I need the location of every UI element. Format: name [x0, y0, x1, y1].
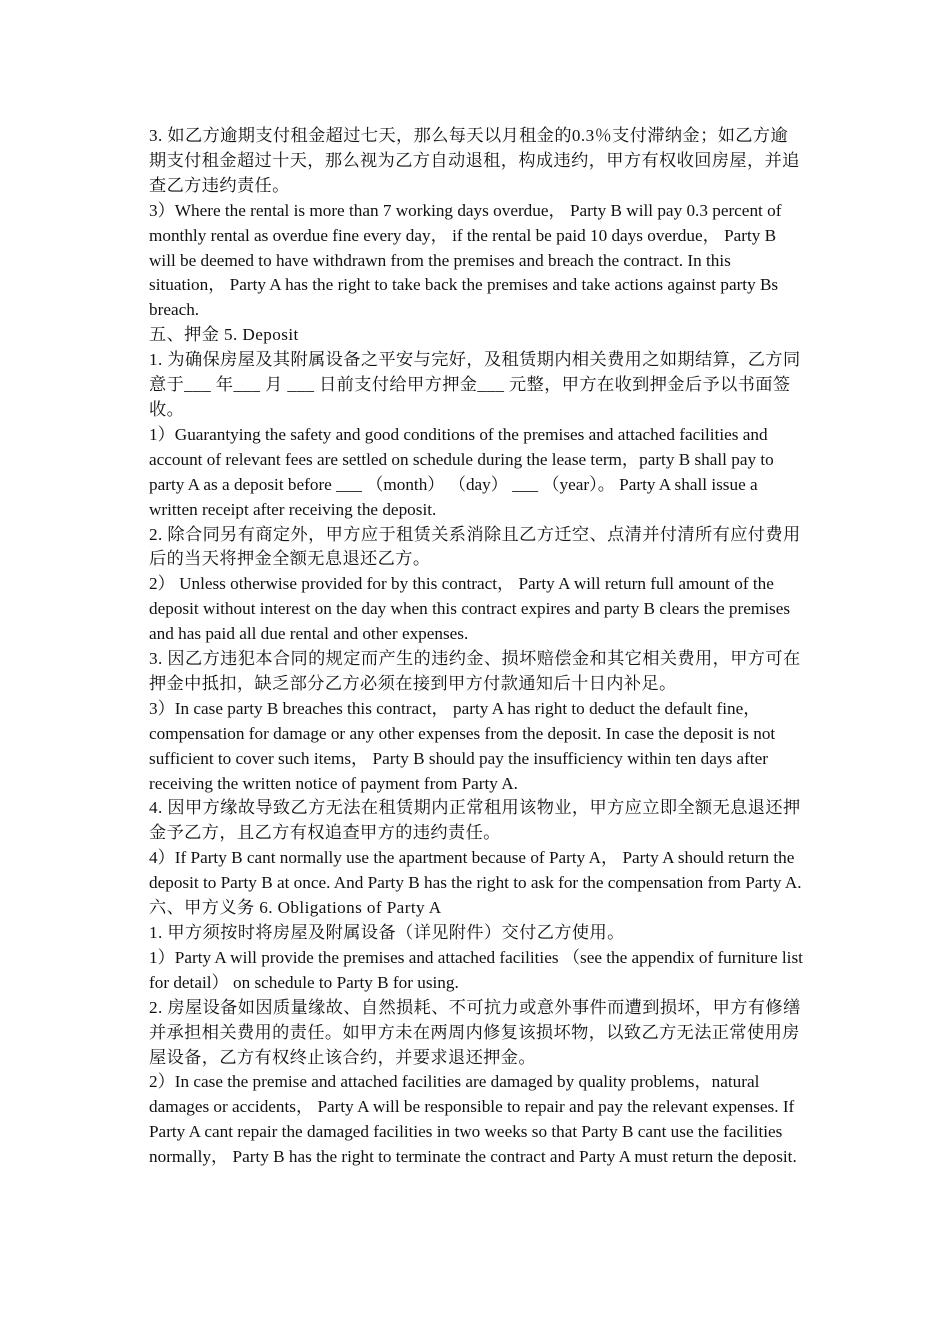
- deposit-clause-4-zh: 4. 因甲方缘故导致乙方无法在租赁期内正常租用该物业，甲方应立即全额无息退还押金予乙方，且乙方有权追查甲方的违约责任。: [149, 798, 801, 843]
- deposit-clause-2-en: 2） Unless otherwise provided for by this contract， Party A will return full amount of the deposit without interest on the day when this contract expires and party B clears the premises and has paid all due rental and other expenses.: [149, 574, 795, 644]
- obligation-clause-2-zh: 2. 房屋设备如因质量缘故、自然损耗、不可抗力或意外事件而遭到损坏，甲方有修缮并承担相关费用的责任。如甲方未在两周内修复该损坏物，以致乙方无法正常使用房屋设备，乙方有权终止该合约，并要求退还押金。: [149, 997, 801, 1067]
- deposit-clause-4-en: 4）If Party B cant normally use the apartment because of Party A， Party A should return the deposit to Party B at once. And Party B has the right to ask for the compensation from Party A.: [149, 848, 802, 893]
- obligation-clause-1-zh: 1. 甲方须按时将房屋及附属设备（详见附件）交付乙方使用。: [149, 923, 625, 942]
- deposit-clause-1-zh: 1. 为确保房屋及其附属设备之平安与完好，及租赁期内相关费用之如期结算，乙方同意于___ 年___ 月 ___ 日前支付给甲方押金___ 元整，甲方在收到押金后予以书面签收。: [149, 350, 801, 419]
- deposit-clause-3-zh: 3. 因乙方违犯本合同的规定而产生的违约金、损坏赔偿金和其它相关费用，甲方可在押金中抵扣，缺乏部分乙方必须在接到甲方付款通知后十日内补足。: [149, 649, 801, 693]
- section-heading-deposit: 五、押金 5. Deposit: [149, 325, 299, 345]
- document-body: [149, 124, 808, 1170]
- clause-3-en: 3）Where the rental is more than 7 working days overdue， Party B will pay 0.3 percent of monthly rental as overdue fine every day， if the rental be paid 10 days overdue， Party B will be deemed to have withdrawn from the premises and breach the contract. In this situation， Party A has the right to take back the premises and take actions against party Bs breach.: [149, 200, 786, 320]
- deposit-clause-3-en: 3）In case party B breaches this contract， party A has right to deduct the default fine， compensation for damage or any other expenses from the deposit. In case the deposit is not sufficient to cover such items， Party B should pay the insufficiency within ten days after receiving the written notice of payment from Party A.: [149, 698, 780, 793]
- deposit-clause-2-zh: 2. 除合同另有商定外，甲方应于租赁关系消除且乙方迁空、点清并付清所有应付费用后的当天将押金全额无息退还乙方。: [149, 524, 801, 569]
- section-heading-obligations: 六、甲方义务 6. Obligations of Party A: [149, 898, 442, 918]
- obligation-clause-2-en: 2）In case the premise and attached facilities are damaged by quality problems，natural damages or accidents， Party A will be responsible to repair and pay the relevant expenses. If Party A cant repair the damaged facilities in two weeks so that Party B cant use the facilities normally， Party B has the right to terminate the contract and Party A must return the deposit.: [149, 1072, 799, 1167]
- obligation-clause-1-en: 1）Party A will provide the premises and attached facilities （see the appendix of furniture list for detail） on schedule to Party B for using.: [149, 947, 808, 992]
- deposit-clause-1-en: 1）Guarantying the safety and good conditions of the premises and attached facilities and account of relevant fees are settled on schedule during the lease term，party B shall pay to party A as a deposit before ___ （month） （day） ___ （year）。 Party A shall issue a written receipt after receiving the deposit.: [149, 424, 779, 519]
- clause-3-zh: 3. 如乙方逾期支付租金超过七天，那么每天以月租金的0.3％支付滞纳金；如乙方逾期支付租金超过十天，那么视为乙方自动退租，构成违约，甲方有权收回房屋，并追查乙方违约责任。: [149, 126, 800, 195]
